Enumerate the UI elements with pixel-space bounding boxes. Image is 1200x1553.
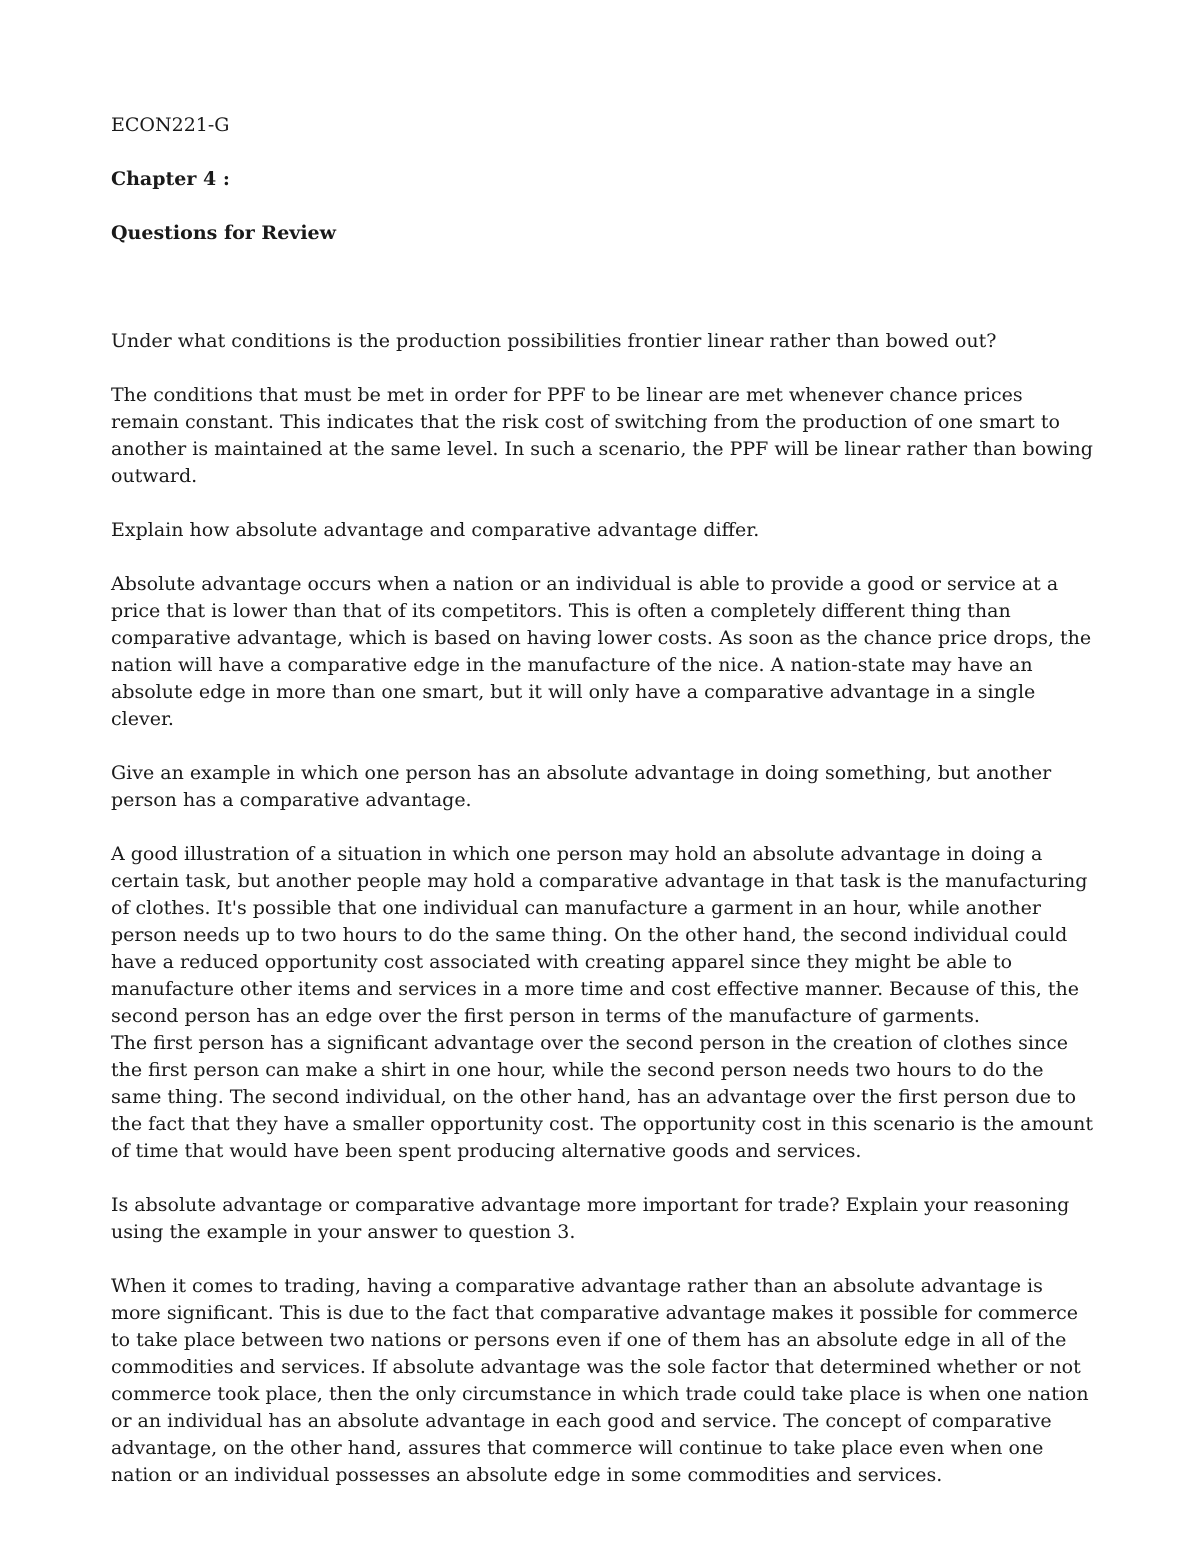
section-title: Questions for Review <box>111 222 336 244</box>
course-code: ECON221-G <box>111 114 230 136</box>
question-2: Explain how absolute advantage and comparative advantage differ. <box>111 519 760 541</box>
answer-3-part-1: A good illustration of a situation in which one person may hold an absolute advantage in doing a certain task, but another people may hold a comparative advantage in that task is the manufacturing of clothes. It's possible that one individual can manufacture a garment in an hour, while another person needs up to two hours to do the same thing. On the other hand, the second individual could have a reduced opportunity cost associated with creating apparel since they might be able to manufacture other items and services in a more time and cost effective manner. Because of this, the second person has an edge over the first person in terms of the manufacture of garments. <box>111 843 1088 1027</box>
chapter-title: Chapter 4 : <box>111 168 230 190</box>
question-4: Is absolute advantage or comparative advantage more important for trade? Explain your reasoning using the example in your answer to question 3. <box>111 1194 1070 1243</box>
answer-4: When it comes to trading, having a comparative advantage rather than an absolute advantage is more significant. This is due to the fact that comparative advantage makes it possible for commerce to take place between two nations or persons even if one of them has an absolute edge in all of the commodities and services. If absolute advantage was the sole factor that determined whether or not commerce took place, then the only circumstance in which trade could take place is when one nation or an individual has an absolute advantage in each good and service. The concept of comparative advantage, on the other hand, assures that commerce will continue to take place even when one nation or an individual possesses an absolute edge in some commodities and services. <box>111 1275 1089 1486</box>
document-page <box>111 112 1095 1516</box>
answer-1: The conditions that must be met in order for PPF to be linear are met whenever chance prices remain constant. This indicates that the risk cost of switching from the production of one smart to another is maintained at the same level. In such a scenario, the PPF will be linear rather than bowing outward. <box>111 384 1093 487</box>
question-3: Give an example in which one person has an absolute advantage in doing something, but another person has a comparative advantage. <box>111 762 1052 811</box>
answer-3-part-2: The first person has a significant advantage over the second person in the creation of clothes since the first person can make a shirt in one hour, while the second person needs two hours to do the same thing. The second individual, on the other hand, has an advantage over the first person due to the fact that they have a smaller opportunity cost. The opportunity cost in this scenario is the amount of time that would have been spent producing alternative goods and services. <box>111 1032 1094 1162</box>
answer-2: Absolute advantage occurs when a nation or an individual is able to provide a good or service at a price that is lower than that of its competitors. This is often a completely different thing than comparative advantage, which is based on having lower costs. As soon as the chance price drops, the nation will have a comparative edge in the manufacture of the nice. A nation-state may have an absolute edge in more than one smart, but it will only have a comparative advantage in a single clever. <box>111 573 1092 730</box>
question-1: Under what conditions is the production possibilities frontier linear rather than bowed out? <box>111 330 997 352</box>
